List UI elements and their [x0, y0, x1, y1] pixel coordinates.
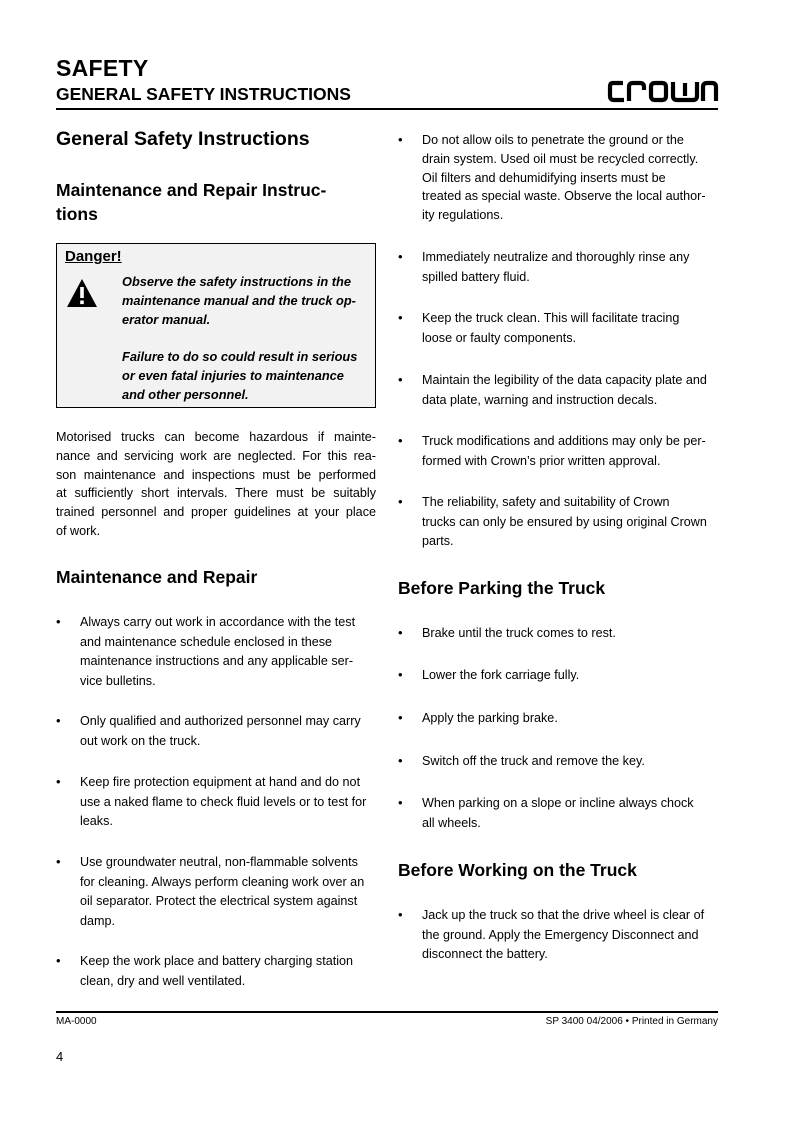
footer-rule: [56, 1011, 718, 1013]
document-code: MA-0000: [56, 1016, 97, 1027]
page-number: 4: [56, 1049, 64, 1064]
bullet-icon: •: [56, 854, 61, 869]
bullet-icon: •: [398, 494, 403, 509]
bullet-icon: •: [56, 774, 61, 789]
print-info: SP 3400 04/2006 • Printed in Germany: [545, 1016, 718, 1027]
bullet-icon: •: [56, 953, 61, 968]
danger-label: Danger!: [65, 248, 122, 265]
header-rule: [56, 108, 718, 110]
bullet-icon: •: [56, 713, 61, 728]
subsection-title: GENERAL SAFETY INSTRUCTIONS: [56, 84, 351, 104]
bullet-icon: •: [398, 667, 403, 682]
bullet-icon: •: [398, 433, 403, 448]
bullet-icon: •: [398, 753, 403, 768]
bullet-icon: •: [398, 625, 403, 640]
bullet-icon: •: [398, 907, 403, 922]
bullet-icon: •: [398, 249, 403, 264]
crown-logo: [607, 79, 719, 104]
working-heading: Before Working on the Truck: [398, 860, 637, 880]
maintenance-instructions-heading: Maintenance and Repair Instruc- tions: [56, 180, 327, 224]
bullet-icon: •: [56, 614, 61, 629]
bullet-icon: •: [398, 710, 403, 725]
intro-paragraph: Motorised trucks can become hazardous if mainte- nance and servicing work are neglected. For this rea- son maintenance and inspections must be performed at sufficiently short intervals. There must be suitably trained personnel and proper guidelines at your place of work.: [56, 430, 376, 538]
bullet-icon: •: [398, 795, 403, 810]
parking-heading: Before Parking the Truck: [398, 578, 606, 598]
danger-box: [56, 243, 376, 408]
section-title: SAFETY: [56, 55, 149, 81]
bullet-icon: •: [398, 310, 403, 325]
main-heading: General Safety Instructions: [56, 128, 310, 150]
bullet-icon: •: [398, 132, 403, 147]
bullet-icon: •: [398, 372, 403, 387]
maintenance-repair-heading: Maintenance and Repair: [56, 567, 258, 587]
danger-text: Observe the safety instructions in the maintenance manual and the truck op- erator manual. Failure to do so could result in serious or even fatal injuries to maintenance and other personnel.: [122, 274, 358, 402]
warning-triangle-icon: [66, 278, 98, 308]
